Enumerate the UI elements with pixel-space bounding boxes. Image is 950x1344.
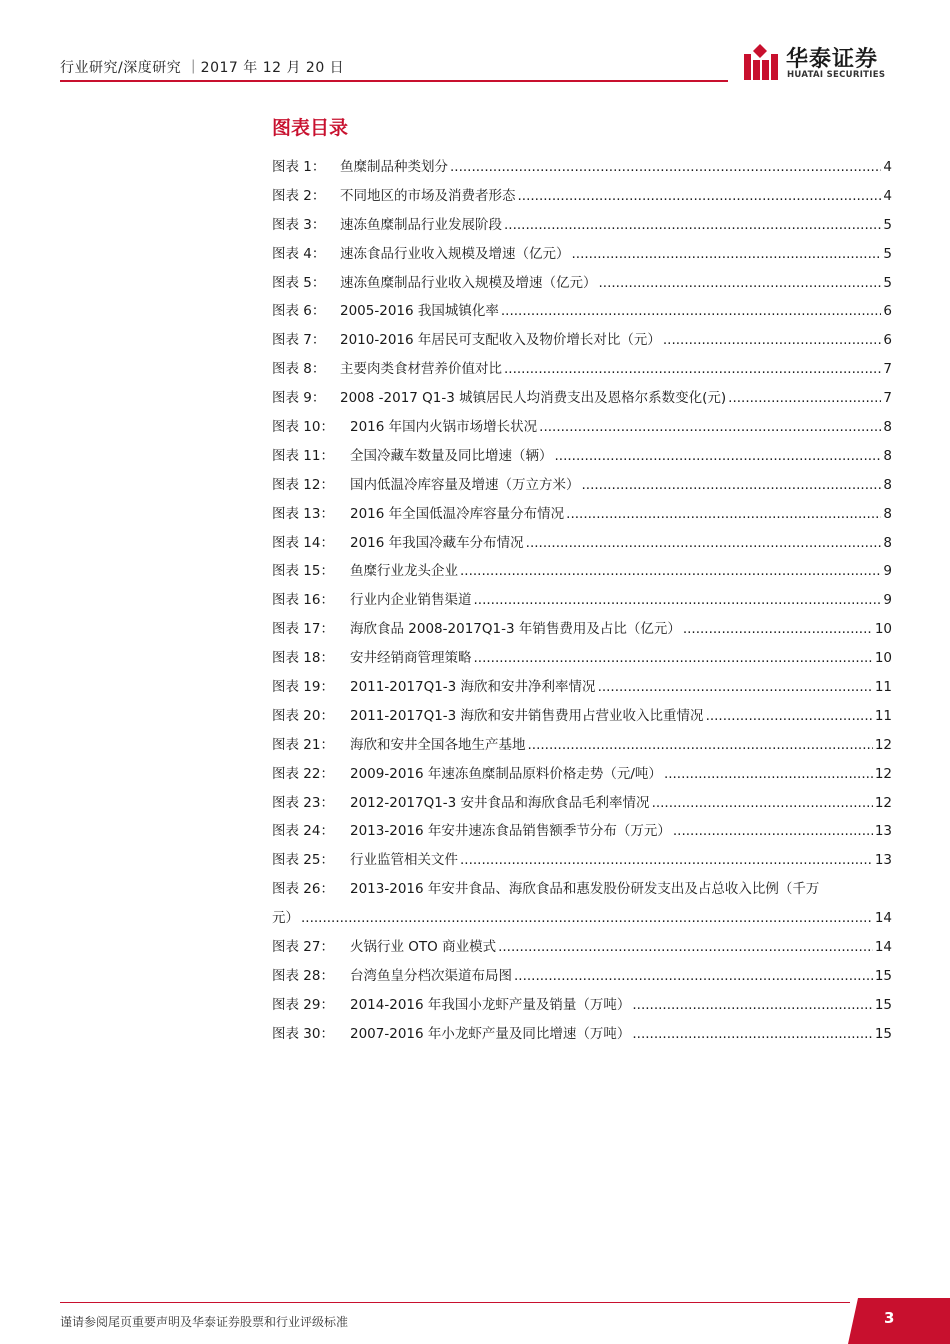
toc-entry[interactable] <box>272 817 892 846</box>
toc-entry-text: 主要肉类食材营养价值对比 <box>340 361 502 378</box>
toc-entry[interactable] <box>272 760 892 789</box>
toc-entry-text: 速冻鱼糜制品行业收入规模及增速（亿元） <box>340 274 597 291</box>
toc-entry[interactable] <box>272 1020 892 1049</box>
toc-entry-label: 图表 4： <box>272 245 326 262</box>
toc-entry-label: 图表 24： <box>272 823 334 840</box>
toc-entry-label: 图表 16： <box>272 592 334 609</box>
toc-entry-page: 6 <box>883 332 892 349</box>
toc-entry-page: 11 <box>874 679 892 696</box>
toc-entry[interactable] <box>272 442 892 471</box>
toc-entry-page: 15 <box>874 996 892 1013</box>
header-breadcrumb: 行业研究/深度研究 ｜2017 年 12 月 20 日 <box>60 60 345 76</box>
toc-entry-page: 8 <box>883 534 892 551</box>
toc-entry-text: 鱼糜行业龙头企业 <box>350 563 458 580</box>
toc-entry-text: 火锅行业 OTO 商业模式 <box>350 939 497 956</box>
toc-entry-page: 9 <box>883 563 892 580</box>
toc-entry[interactable] <box>272 529 892 558</box>
toc-entry[interactable] <box>272 789 892 818</box>
toc-entry-label: 图表 25： <box>272 852 334 869</box>
toc-entry-label: 图表 10： <box>272 419 334 436</box>
toc-entry-page: 13 <box>874 852 892 869</box>
toc-entry-label: 图表 30： <box>272 1025 334 1042</box>
table-of-figures <box>272 153 892 1049</box>
toc-entry-label: 图表 28： <box>272 967 334 984</box>
toc-leader-dots <box>460 846 873 875</box>
toc-entry-text-continued: 元） <box>272 910 299 927</box>
toc-entry-text: 不同地区的市场及消费者形态 <box>340 187 516 204</box>
toc-entry-label: 图表 11： <box>272 447 334 464</box>
toc-leader-dots <box>663 326 882 355</box>
toc-entry[interactable] <box>272 586 892 615</box>
toc-entry-text: 2005-2016 我国城镇化率 <box>340 303 499 320</box>
toc-entry-page: 7 <box>883 361 892 378</box>
toc-entry-label: 图表 14： <box>272 534 334 551</box>
header-divider <box>60 80 728 82</box>
footer-disclaimer: 谨请参阅尾页重要声明及华泰证券股票和行业评级标准 <box>60 1315 349 1329</box>
toc-leader-dots <box>664 760 873 789</box>
toc-leader-dots <box>528 731 873 760</box>
toc-entry-label: 图表 20： <box>272 707 334 724</box>
toc-entry[interactable] <box>272 702 892 731</box>
toc-leader-dots <box>566 500 881 529</box>
toc-entry-text: 2016 年全国低温冷库容量分布情况 <box>350 505 565 522</box>
toc-entry-page: 15 <box>874 967 892 984</box>
page-number-tab <box>848 1298 950 1344</box>
toc-leader-dots <box>518 182 882 211</box>
toc-entry[interactable] <box>272 875 892 904</box>
toc-entry-label: 图表 6： <box>272 303 326 320</box>
toc-entry[interactable] <box>272 413 892 442</box>
toc-leader-dots <box>632 991 872 1020</box>
toc-entry-label: 图表 23： <box>272 794 334 811</box>
toc-entry-text: 台湾鱼皇分档次渠道布局图 <box>350 967 512 984</box>
toc-entry-text: 2012-2017Q1-3 安井食品和海欣食品毛利率情况 <box>350 794 650 811</box>
toc-entry-page: 8 <box>883 505 892 522</box>
toc-entry-page: 14 <box>874 910 892 927</box>
toc-entry-text: 2007-2016 年小龙虾产量及同比增速（万吨） <box>350 1025 631 1042</box>
toc-entry-page: 5 <box>883 274 892 291</box>
toc-entry-page: 8 <box>883 419 892 436</box>
toc-leader-dots <box>706 702 873 731</box>
toc-leader-dots <box>673 817 873 846</box>
toc-entry[interactable] <box>272 991 892 1020</box>
toc-entry-label: 图表 9： <box>272 390 326 407</box>
toc-entry[interactable] <box>272 557 892 586</box>
toc-entry-page: 12 <box>874 794 892 811</box>
toc-entry[interactable] <box>272 211 892 240</box>
toc-entry-label: 图表 1： <box>272 159 326 175</box>
toc-entry-text: 2011-2017Q1-3 海欣和安井净利率情况 <box>350 679 596 696</box>
toc-entry-page: 11 <box>874 707 892 724</box>
toc-leader-dots <box>572 240 882 269</box>
toc-leader-dots <box>474 586 882 615</box>
toc-entry-page: 12 <box>874 736 892 753</box>
toc-entry-text: 2013-2016 年安井食品、海欣食品和惠发股份研发支出及占总收入比例（千万 <box>350 881 820 898</box>
toc-entry-label: 图表 15： <box>272 563 334 580</box>
toc-entry-text: 2010-2016 年居民可支配收入及物价增长对比（元） <box>340 332 661 349</box>
toc-entry-text: 鱼糜制品种类划分 <box>340 159 448 175</box>
toc-entry[interactable] <box>272 240 892 269</box>
toc-entry-label: 图表 2： <box>272 187 326 204</box>
toc-leader-dots <box>652 789 873 818</box>
toc-entry[interactable] <box>272 355 892 384</box>
toc-entry[interactable] <box>272 269 892 298</box>
page-number: 3 <box>884 1309 895 1327</box>
toc-entry-label: 图表 19： <box>272 679 334 696</box>
toc-entry[interactable] <box>272 326 892 355</box>
toc-entry[interactable] <box>272 644 892 673</box>
toc-entry-page: 15 <box>874 1025 892 1042</box>
toc-leader-dots <box>598 673 873 702</box>
toc-entry-text: 2013-2016 年安井速冻食品销售额季节分布（万元） <box>350 823 671 840</box>
toc-entry-text: 速冻食品行业收入规模及增速（亿元） <box>340 245 570 262</box>
toc-entry[interactable] <box>272 615 892 644</box>
toc-leader-dots <box>460 557 881 586</box>
toc-entry-text: 行业内企业销售渠道 <box>350 592 472 609</box>
toc-entry-label: 图表 7： <box>272 332 326 349</box>
toc-entry-label: 图表 26： <box>272 881 334 898</box>
toc-leader-dots <box>683 615 873 644</box>
toc-leader-dots <box>514 962 873 991</box>
toc-entry[interactable] <box>272 500 892 529</box>
toc-entry[interactable] <box>272 731 892 760</box>
toc-entry-text: 海欣和安井全国各地生产基地 <box>350 736 526 753</box>
toc-entry-page: 8 <box>883 447 892 464</box>
toc-entry-page: 10 <box>874 621 892 638</box>
toc-entry-label: 图表 8： <box>272 361 326 378</box>
toc-entry-text: 全国冷藏车数量及同比增速（辆） <box>350 447 553 464</box>
toc-entry[interactable] <box>272 384 892 413</box>
toc-entry-text: 速冻鱼糜制品行业发展阶段 <box>340 216 502 233</box>
toc-entry-page: 5 <box>883 245 892 262</box>
toc-entry[interactable] <box>272 673 892 702</box>
toc-entry-text: 2016 年我国冷藏车分布情况 <box>350 534 524 551</box>
toc-leader-dots <box>632 1020 872 1049</box>
toc-entry-page: 10 <box>874 650 892 667</box>
toc-entry[interactable] <box>272 182 892 211</box>
huatai-logo-icon <box>740 42 780 82</box>
toc-entry[interactable] <box>272 297 892 326</box>
toc-entry-text: 行业监管相关文件 <box>350 852 458 869</box>
footer-divider <box>60 1302 850 1303</box>
toc-entry-text: 安井经销商管理策略 <box>350 650 472 667</box>
toc-entry[interactable] <box>272 471 892 500</box>
toc-leader-dots <box>728 384 881 413</box>
toc-entry[interactable] <box>272 153 892 182</box>
toc-entry-text: 国内低温冷库容量及增速（万立方米） <box>350 476 580 493</box>
toc-entry-page: 4 <box>883 187 892 204</box>
toc-leader-dots <box>450 153 881 182</box>
toc-entry[interactable] <box>272 962 892 991</box>
toc-entry-text: 2016 年国内火锅市场增长状况 <box>350 419 538 436</box>
toc-entry[interactable] <box>272 933 892 962</box>
toc-entry-label: 图表 5： <box>272 274 326 291</box>
toc-entry-page: 8 <box>883 476 892 493</box>
toc-entry-continuation[interactable] <box>272 904 892 933</box>
toc-entry-label: 图表 29： <box>272 996 334 1013</box>
toc-entry-page: 14 <box>874 939 892 956</box>
toc-leader-dots <box>474 644 873 673</box>
toc-entry-page: 9 <box>883 592 892 609</box>
toc-leader-dots <box>539 413 881 442</box>
toc-entry[interactable] <box>272 846 892 875</box>
toc-leader-dots <box>504 211 881 240</box>
toc-entry-label: 图表 13： <box>272 505 334 522</box>
toc-leader-dots <box>501 297 882 326</box>
logo-english-name: HUATAI SECURITIES <box>787 70 886 80</box>
toc-entry-text: 海欣食品 2008-2017Q1-3 年销售费用及占比（亿元） <box>350 621 681 638</box>
toc-entry-page: 6 <box>883 303 892 320</box>
toc-entry-label: 图表 27： <box>272 939 334 956</box>
toc-entry-label: 图表 18： <box>272 650 334 667</box>
toc-entry-text: 2009-2016 年速冻鱼糜制品原料价格走势（元/吨） <box>350 765 662 782</box>
toc-entry-text: 2014-2016 年我国小龙虾产量及销量（万吨） <box>350 996 631 1013</box>
toc-entry-text: 2011-2017Q1-3 海欣和安井销售费用占营业收入比重情况 <box>350 707 704 724</box>
toc-entry-text: 2008 -2017 Q1-3 城镇居民人均消费支出及恩格尔系数变化(元) <box>340 390 727 407</box>
toc-leader-dots <box>555 442 882 471</box>
toc-leader-dots <box>504 355 881 384</box>
toc-leader-dots <box>301 904 873 933</box>
toc-entry-page: 12 <box>874 765 892 782</box>
toc-entry-label: 图表 17： <box>272 621 334 638</box>
toc-entry-page: 13 <box>874 823 892 840</box>
toc-leader-dots <box>498 933 873 962</box>
toc-entry-label: 图表 12： <box>272 476 334 493</box>
toc-entry-label: 图表 22： <box>272 765 334 782</box>
toc-entry-label: 图表 21： <box>272 736 334 753</box>
logo-chinese-name: 华泰证券 <box>786 47 879 72</box>
toc-leader-dots <box>582 471 882 500</box>
toc-leader-dots <box>599 269 882 298</box>
toc-entry-page: 7 <box>883 390 892 407</box>
toc-entry-page: 4 <box>883 159 892 175</box>
toc-entry-label: 图表 3： <box>272 216 326 233</box>
toc-leader-dots <box>526 529 882 558</box>
company-logo <box>740 42 900 84</box>
toc-entry-page: 5 <box>883 216 892 233</box>
toc-title: 图表目录 <box>272 117 349 139</box>
